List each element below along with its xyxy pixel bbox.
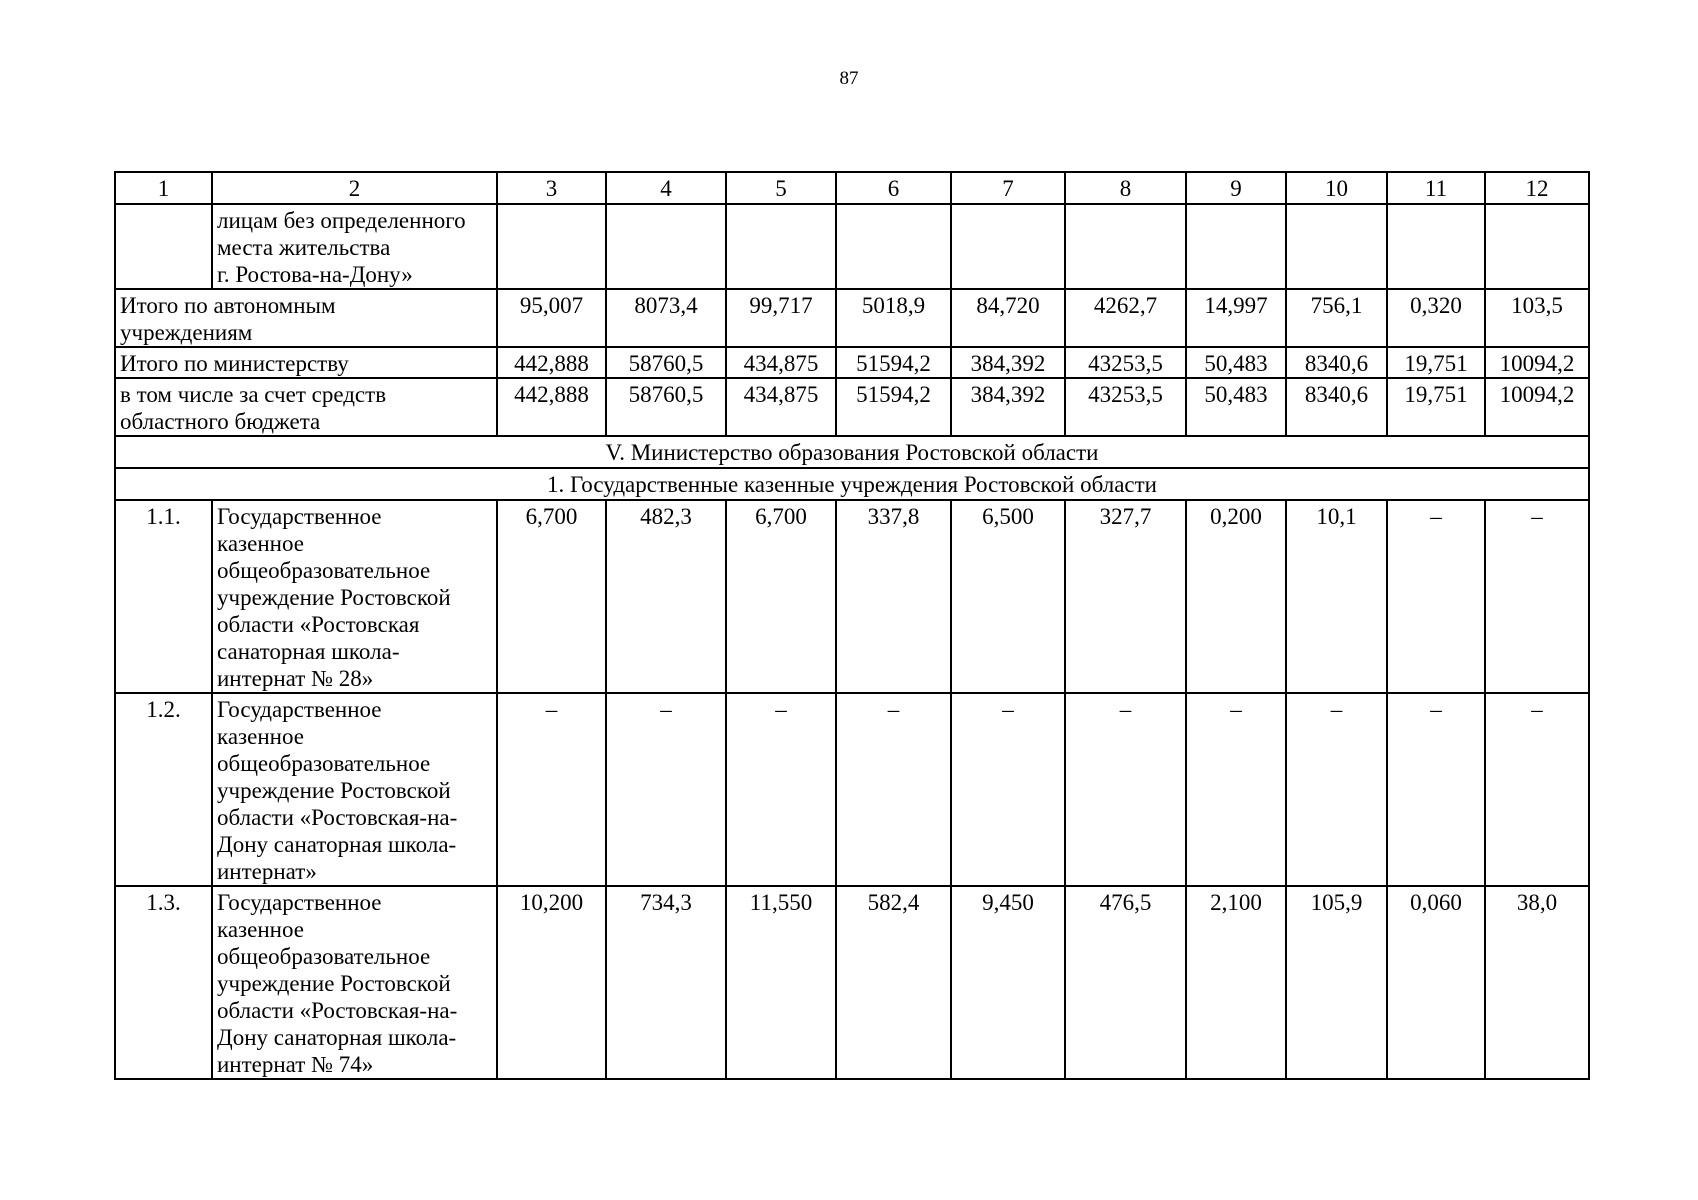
column-number-cell: 4 [606, 172, 726, 204]
value-cell: 19,751 [1387, 378, 1485, 436]
column-number-cell: 7 [951, 172, 1065, 204]
value-cell: 0,200 [1186, 500, 1286, 693]
value-cell: – [836, 693, 951, 886]
table-row [115, 500, 1589, 693]
value-cell: 43253,5 [1065, 347, 1186, 378]
cell-text-line: учреждениям [120, 320, 253, 345]
value-cell: – [1485, 693, 1589, 886]
cell-text-line: казенное [217, 724, 304, 749]
continuation-row [115, 204, 1589, 289]
value-cell: 4262,7 [1065, 289, 1186, 347]
value-cell: 327,7 [1065, 500, 1186, 693]
table-body [115, 172, 1589, 1079]
value-cell: 5018,9 [836, 289, 951, 347]
value-cell [1065, 204, 1186, 289]
cell-text-line: областного бюджета [120, 409, 321, 434]
column-number-cell: 12 [1485, 172, 1589, 204]
column-number-header-row [115, 172, 1589, 204]
value-cell: 50,483 [1186, 347, 1286, 378]
value-cell: 38,0 [1485, 886, 1589, 1079]
value-cell: 10,1 [1286, 500, 1387, 693]
value-cell: 384,392 [951, 347, 1065, 378]
value-cell: 476,5 [1065, 886, 1186, 1079]
summary-label-cell [115, 378, 497, 436]
cell-text-line: лицам без определенного [217, 208, 466, 233]
value-cell: 482,3 [606, 500, 726, 693]
row-name-cell [212, 204, 497, 289]
cell-text-line: Итого по министерству [120, 351, 349, 376]
row-number-cell: 1.1. [115, 500, 212, 693]
cell-text-line: Итого по автономным [120, 293, 336, 318]
value-cell: 0,060 [1387, 886, 1485, 1079]
cell-text-line: Дону санаторная школа- [217, 1025, 457, 1050]
column-number-cell: 8 [1065, 172, 1186, 204]
value-cell: 6,700 [497, 500, 606, 693]
table-row [115, 886, 1589, 1079]
value-cell: 8340,6 [1286, 378, 1387, 436]
value-cell: 756,1 [1286, 289, 1387, 347]
cell-text-line: казенное [217, 531, 304, 556]
subsection-row [115, 468, 1589, 500]
summary-row [115, 378, 1589, 436]
value-cell: 434,875 [726, 378, 836, 436]
value-cell: 9,450 [951, 886, 1065, 1079]
cell-text-line: места жительства [217, 235, 391, 260]
cell-text-line: Государственное [217, 697, 382, 722]
value-cell: 434,875 [726, 347, 836, 378]
value-cell: 2,100 [1186, 886, 1286, 1079]
cell-text-line: интернат» [217, 859, 317, 884]
summary-label-cell [115, 347, 497, 378]
cell-text-line: общеобразовательное [217, 944, 431, 969]
cell-text-line: учреждение Ростовской [217, 778, 451, 803]
cell-text-line: общеобразовательное [217, 751, 431, 776]
cell-text-line: в том числе за счет средств [120, 382, 387, 407]
value-cell: – [726, 693, 836, 886]
value-cell: 103,5 [1485, 289, 1589, 347]
value-cell: 51594,2 [836, 347, 951, 378]
row-number-cell: 1.2. [115, 693, 212, 886]
row-name-cell [212, 693, 497, 886]
cell-text-line: учреждение Ростовской [217, 971, 451, 996]
value-cell: 10094,2 [1485, 347, 1589, 378]
page-number: 87 [839, 68, 859, 89]
section-row [115, 436, 1589, 468]
summary-row [115, 347, 1589, 378]
value-cell: 384,392 [951, 378, 1065, 436]
value-cell: 105,9 [1286, 886, 1387, 1079]
value-cell: 0,320 [1387, 289, 1485, 347]
section-title: V. Министерство образования Ростовской области [115, 436, 1589, 468]
cell-text-line: Дону санаторная школа- [217, 832, 457, 857]
value-cell: 582,4 [836, 886, 951, 1079]
subsection-title: 1. Государственные казенные учреждения Ростовской области [115, 468, 1589, 500]
value-cell: 84,720 [951, 289, 1065, 347]
value-cell: 11,550 [726, 886, 836, 1079]
row-number-cell [115, 204, 212, 289]
value-cell [1286, 204, 1387, 289]
value-cell: 19,751 [1387, 347, 1485, 378]
summary-label-cell [115, 289, 497, 347]
value-cell [951, 204, 1065, 289]
value-cell: – [497, 693, 606, 886]
value-cell [1485, 204, 1589, 289]
row-name-cell [212, 886, 497, 1079]
data-table [114, 171, 1590, 1080]
value-cell: – [1286, 693, 1387, 886]
value-cell: 99,717 [726, 289, 836, 347]
value-cell [1186, 204, 1286, 289]
value-cell: – [1065, 693, 1186, 886]
value-cell: 6,500 [951, 500, 1065, 693]
value-cell [726, 204, 836, 289]
value-cell: – [1387, 500, 1485, 693]
value-cell: 10094,2 [1485, 378, 1589, 436]
row-number-cell: 1.3. [115, 886, 212, 1079]
cell-text-line: санаторная школа- [217, 639, 400, 664]
value-cell: 6,700 [726, 500, 836, 693]
cell-text-line: казенное [217, 917, 304, 942]
column-number-cell: 6 [836, 172, 951, 204]
cell-text-line: Государственное [217, 890, 382, 915]
value-cell: – [951, 693, 1065, 886]
value-cell [497, 204, 606, 289]
value-cell: 51594,2 [836, 378, 951, 436]
cell-text-line: общеобразовательное [217, 558, 431, 583]
table-row [115, 693, 1589, 886]
value-cell: 442,888 [497, 347, 606, 378]
value-cell: 734,3 [606, 886, 726, 1079]
value-cell: 442,888 [497, 378, 606, 436]
value-cell: 50,483 [1186, 378, 1286, 436]
row-name-cell [212, 500, 497, 693]
value-cell: 58760,5 [606, 378, 726, 436]
value-cell: 8340,6 [1286, 347, 1387, 378]
column-number-cell: 1 [115, 172, 212, 204]
cell-text-line: области «Ростовская-на- [217, 998, 458, 1023]
cell-text-line: области «Ростовская-на- [217, 805, 458, 830]
column-number-cell: 11 [1387, 172, 1485, 204]
value-cell: 14,997 [1186, 289, 1286, 347]
column-number-cell: 2 [212, 172, 497, 204]
cell-text-line: интернат № 28» [217, 666, 374, 691]
value-cell [1387, 204, 1485, 289]
value-cell: 95,007 [497, 289, 606, 347]
cell-text-line: интернат № 74» [217, 1052, 374, 1077]
cell-text-line: г. Ростова-на-Дону» [217, 262, 413, 287]
value-cell [606, 204, 726, 289]
value-cell: 10,200 [497, 886, 606, 1079]
value-cell: – [606, 693, 726, 886]
column-number-cell: 3 [497, 172, 606, 204]
value-cell: – [1186, 693, 1286, 886]
value-cell: 43253,5 [1065, 378, 1186, 436]
cell-text-line: области «Ростовская [217, 612, 420, 637]
column-number-cell: 9 [1186, 172, 1286, 204]
value-cell: – [1485, 500, 1589, 693]
value-cell: 58760,5 [606, 347, 726, 378]
column-number-cell: 10 [1286, 172, 1387, 204]
value-cell: 337,8 [836, 500, 951, 693]
cell-text-line: учреждение Ростовской [217, 585, 451, 610]
value-cell [836, 204, 951, 289]
value-cell: – [1387, 693, 1485, 886]
summary-row [115, 289, 1589, 347]
column-number-cell: 5 [726, 172, 836, 204]
value-cell: 8073,4 [606, 289, 726, 347]
cell-text-line: Государственное [217, 504, 382, 529]
